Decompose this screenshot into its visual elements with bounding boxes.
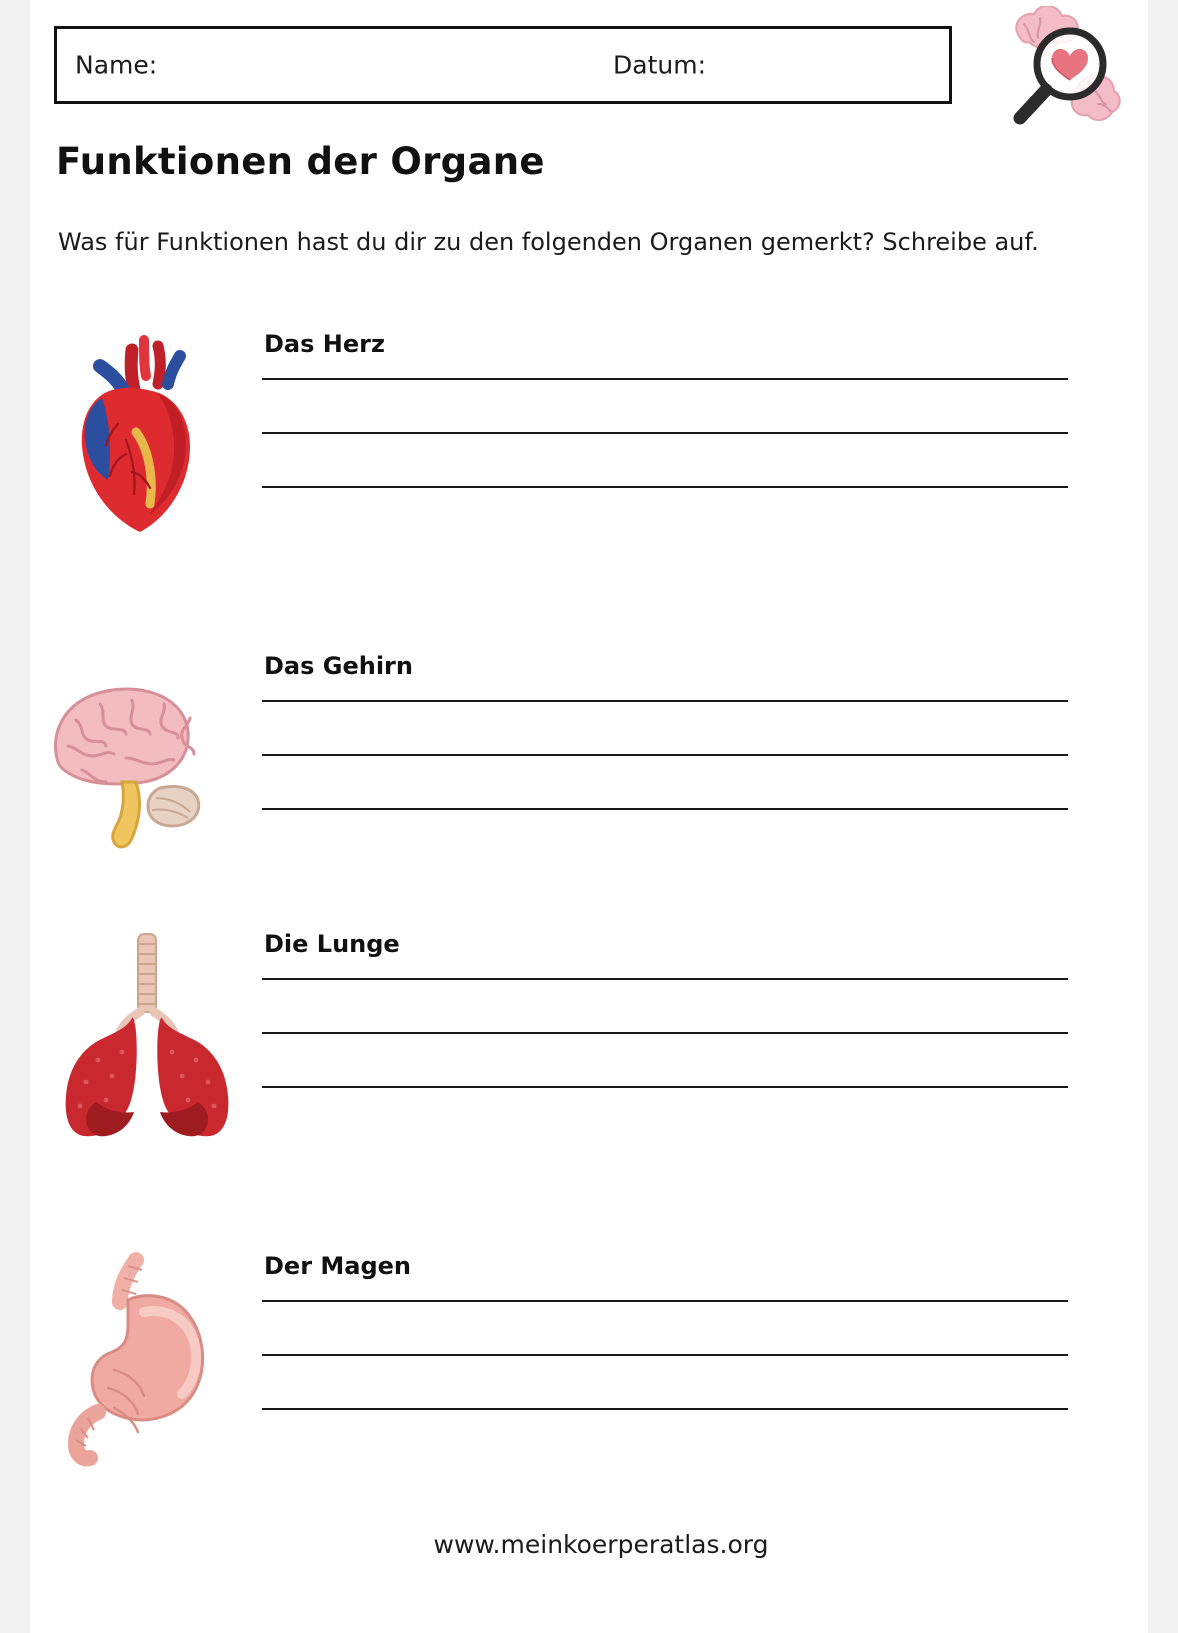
footer-url-text: www.meinkoerperatlas.org bbox=[433, 1530, 769, 1559]
brain-organ-illustration bbox=[40, 642, 260, 872]
writing-line bbox=[262, 700, 1068, 702]
lungs-organ-illustration bbox=[40, 920, 260, 1150]
answer-lines-stomach bbox=[262, 1300, 1068, 1410]
heart-organ-illustration bbox=[40, 320, 260, 550]
date-label: Datum: bbox=[613, 50, 706, 80]
answer-lines-brain bbox=[262, 700, 1068, 810]
stomach-organ-illustration bbox=[40, 1242, 260, 1472]
organ-label-brain: Das Gehirn bbox=[264, 652, 413, 680]
organ-label-lungs: Die Lunge bbox=[264, 930, 400, 958]
writing-line bbox=[262, 486, 1068, 488]
magnifier-organs-icon bbox=[994, 6, 1126, 136]
instruction-text: Was für Funktionen hast du dir zu den folgenden Organen gemerkt? Schreibe auf. bbox=[58, 228, 1039, 256]
organ-label-heart: Das Herz bbox=[264, 330, 385, 358]
name-label: Name: bbox=[75, 50, 158, 80]
writing-line bbox=[262, 432, 1068, 434]
organ-label-stomach: Der Magen bbox=[264, 1252, 412, 1280]
worksheet-sheet bbox=[30, 0, 1148, 1580]
writing-line bbox=[262, 1408, 1068, 1410]
answer-lines-lungs bbox=[262, 978, 1068, 1088]
footer-url bbox=[0, 1530, 1178, 1559]
writing-line bbox=[262, 1032, 1068, 1034]
writing-line bbox=[262, 808, 1068, 810]
name-date-box bbox=[54, 26, 952, 104]
writing-line bbox=[262, 1086, 1068, 1088]
writing-line bbox=[262, 978, 1068, 980]
answer-lines-heart bbox=[262, 378, 1068, 488]
writing-line bbox=[262, 1300, 1068, 1302]
writing-line bbox=[262, 754, 1068, 756]
page-title: Funktionen der Organe bbox=[56, 140, 545, 183]
writing-line bbox=[262, 1354, 1068, 1356]
writing-line bbox=[262, 378, 1068, 380]
